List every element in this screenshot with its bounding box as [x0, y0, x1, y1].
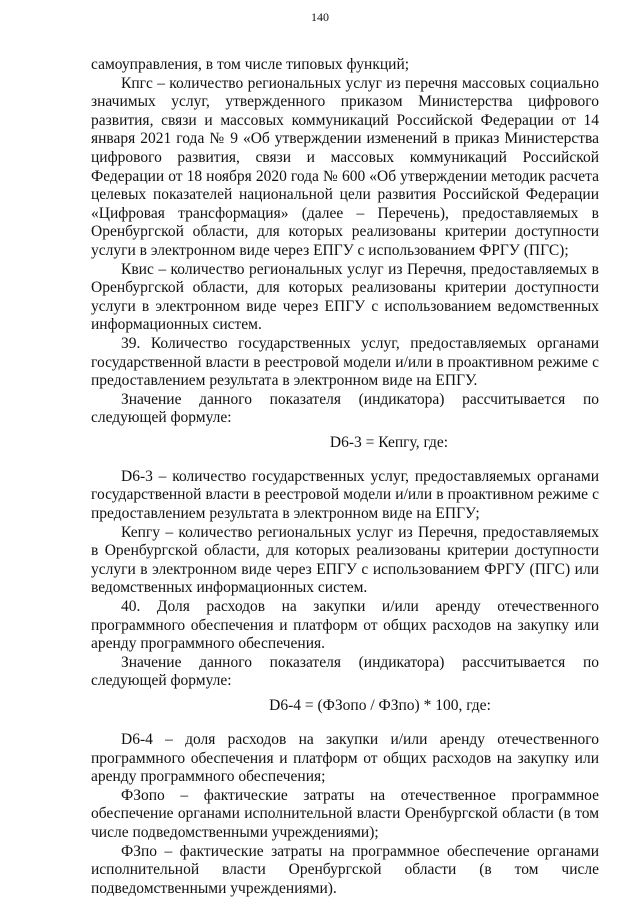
paragraph-kpgs: Кпгс – количество региональных услуг из перечня массовых социально значимых услуг, утвержденного приказом Министерства цифрового развития, связи и массовых коммуникаций Российской Федерации от 14 января 2021 года № 9 «Об утверждении изменений в приказ Министерства цифрового развития, связи и массовых коммуникаций Российской Федерации от 18 ноября 2020 года № 600 «Об утверждении методик расчета целевых показателей национальной цели развития Российской Федерации «Цифровая трансформация» (далее – Перечень), предоставляемых в Оренбургской области, для которых реализованы критерии доступности услуги в электронном виде через ЕПГУ с использованием ФРГУ (ПГС);: [91, 74, 599, 259]
paragraph-fzpo-definition: ФЗпо – фактические затраты на программное обеспечение органами исполнительной власти Оренбургской области (в том числе подведомственными учреждениями).: [91, 842, 599, 897]
formula-d6-3: D6-3 = Кепгу, где:: [329, 433, 449, 451]
paragraph: самоуправления, в том числе типовых функций;: [91, 56, 410, 73]
formula-d6-4: D6-4 = (ФЗопо / ФЗпо) * 100, где:: [269, 697, 491, 714]
paragraph-d6-3-definition: D6-3 – количество государственных услуг, предоставляемых органами государственной власти в реестровой модели и/или в проактивном режиме с предоставлением результата в электронном виде на ЕПГУ;: [91, 467, 599, 523]
page-number: 140: [311, 10, 329, 24]
body-text: [91, 56, 599, 898]
paragraph-d6-4-definition: D6-4 – доля расходов на закупки и/или аренду отечественного программного обеспечения и платформ от общих расходов на закупку или аренду программного обеспечения;: [91, 731, 599, 786]
paragraph-formula-intro: Значение данного показателя (индикатора) рассчитывается по следующей формуле:: [91, 653, 599, 690]
paragraph-kvis: Квис – количество региональных услуг из Перечня, предоставляемых в Оренбургской области, для которых реализованы критерии доступности услуги в электронном виде через ЕПГУ с использованием ведомственных информационных систем.: [91, 260, 599, 334]
paragraph-formula-intro: Значение данного показателя (индикатора) рассчитывается по следующей формуле:: [91, 390, 599, 427]
paragraph-item-39: 39. Количество государственных услуг, предоставляемых органами государственной власти в реестровой модели и/или в проактивном режиме с предоставлением результата в электронном виде на ЕПГУ.: [91, 334, 599, 390]
paragraph-item-40: 40. Доля расходов на закупки и/или аренду отечественного программного обеспечения и платформ от общих расходов на закупку или аренду программного обеспечения.: [91, 598, 599, 653]
paragraph-kepgu-definition: Кепгу – количество региональных услуг из Перечня, предоставляемых в Оренбургской области, для которых реализованы критерии доступности услуги в электронном виде через ЕПГУ с использованием ФРГУ (ПГС) или ведомственных информационных систем.: [91, 523, 599, 597]
paragraph-fzopo-definition: ФЗопо – фактические затраты на отечественное программное обеспечение органами исполнительной власти Оренбургской области (в том числе подведомственными учреждениями);: [91, 786, 599, 841]
